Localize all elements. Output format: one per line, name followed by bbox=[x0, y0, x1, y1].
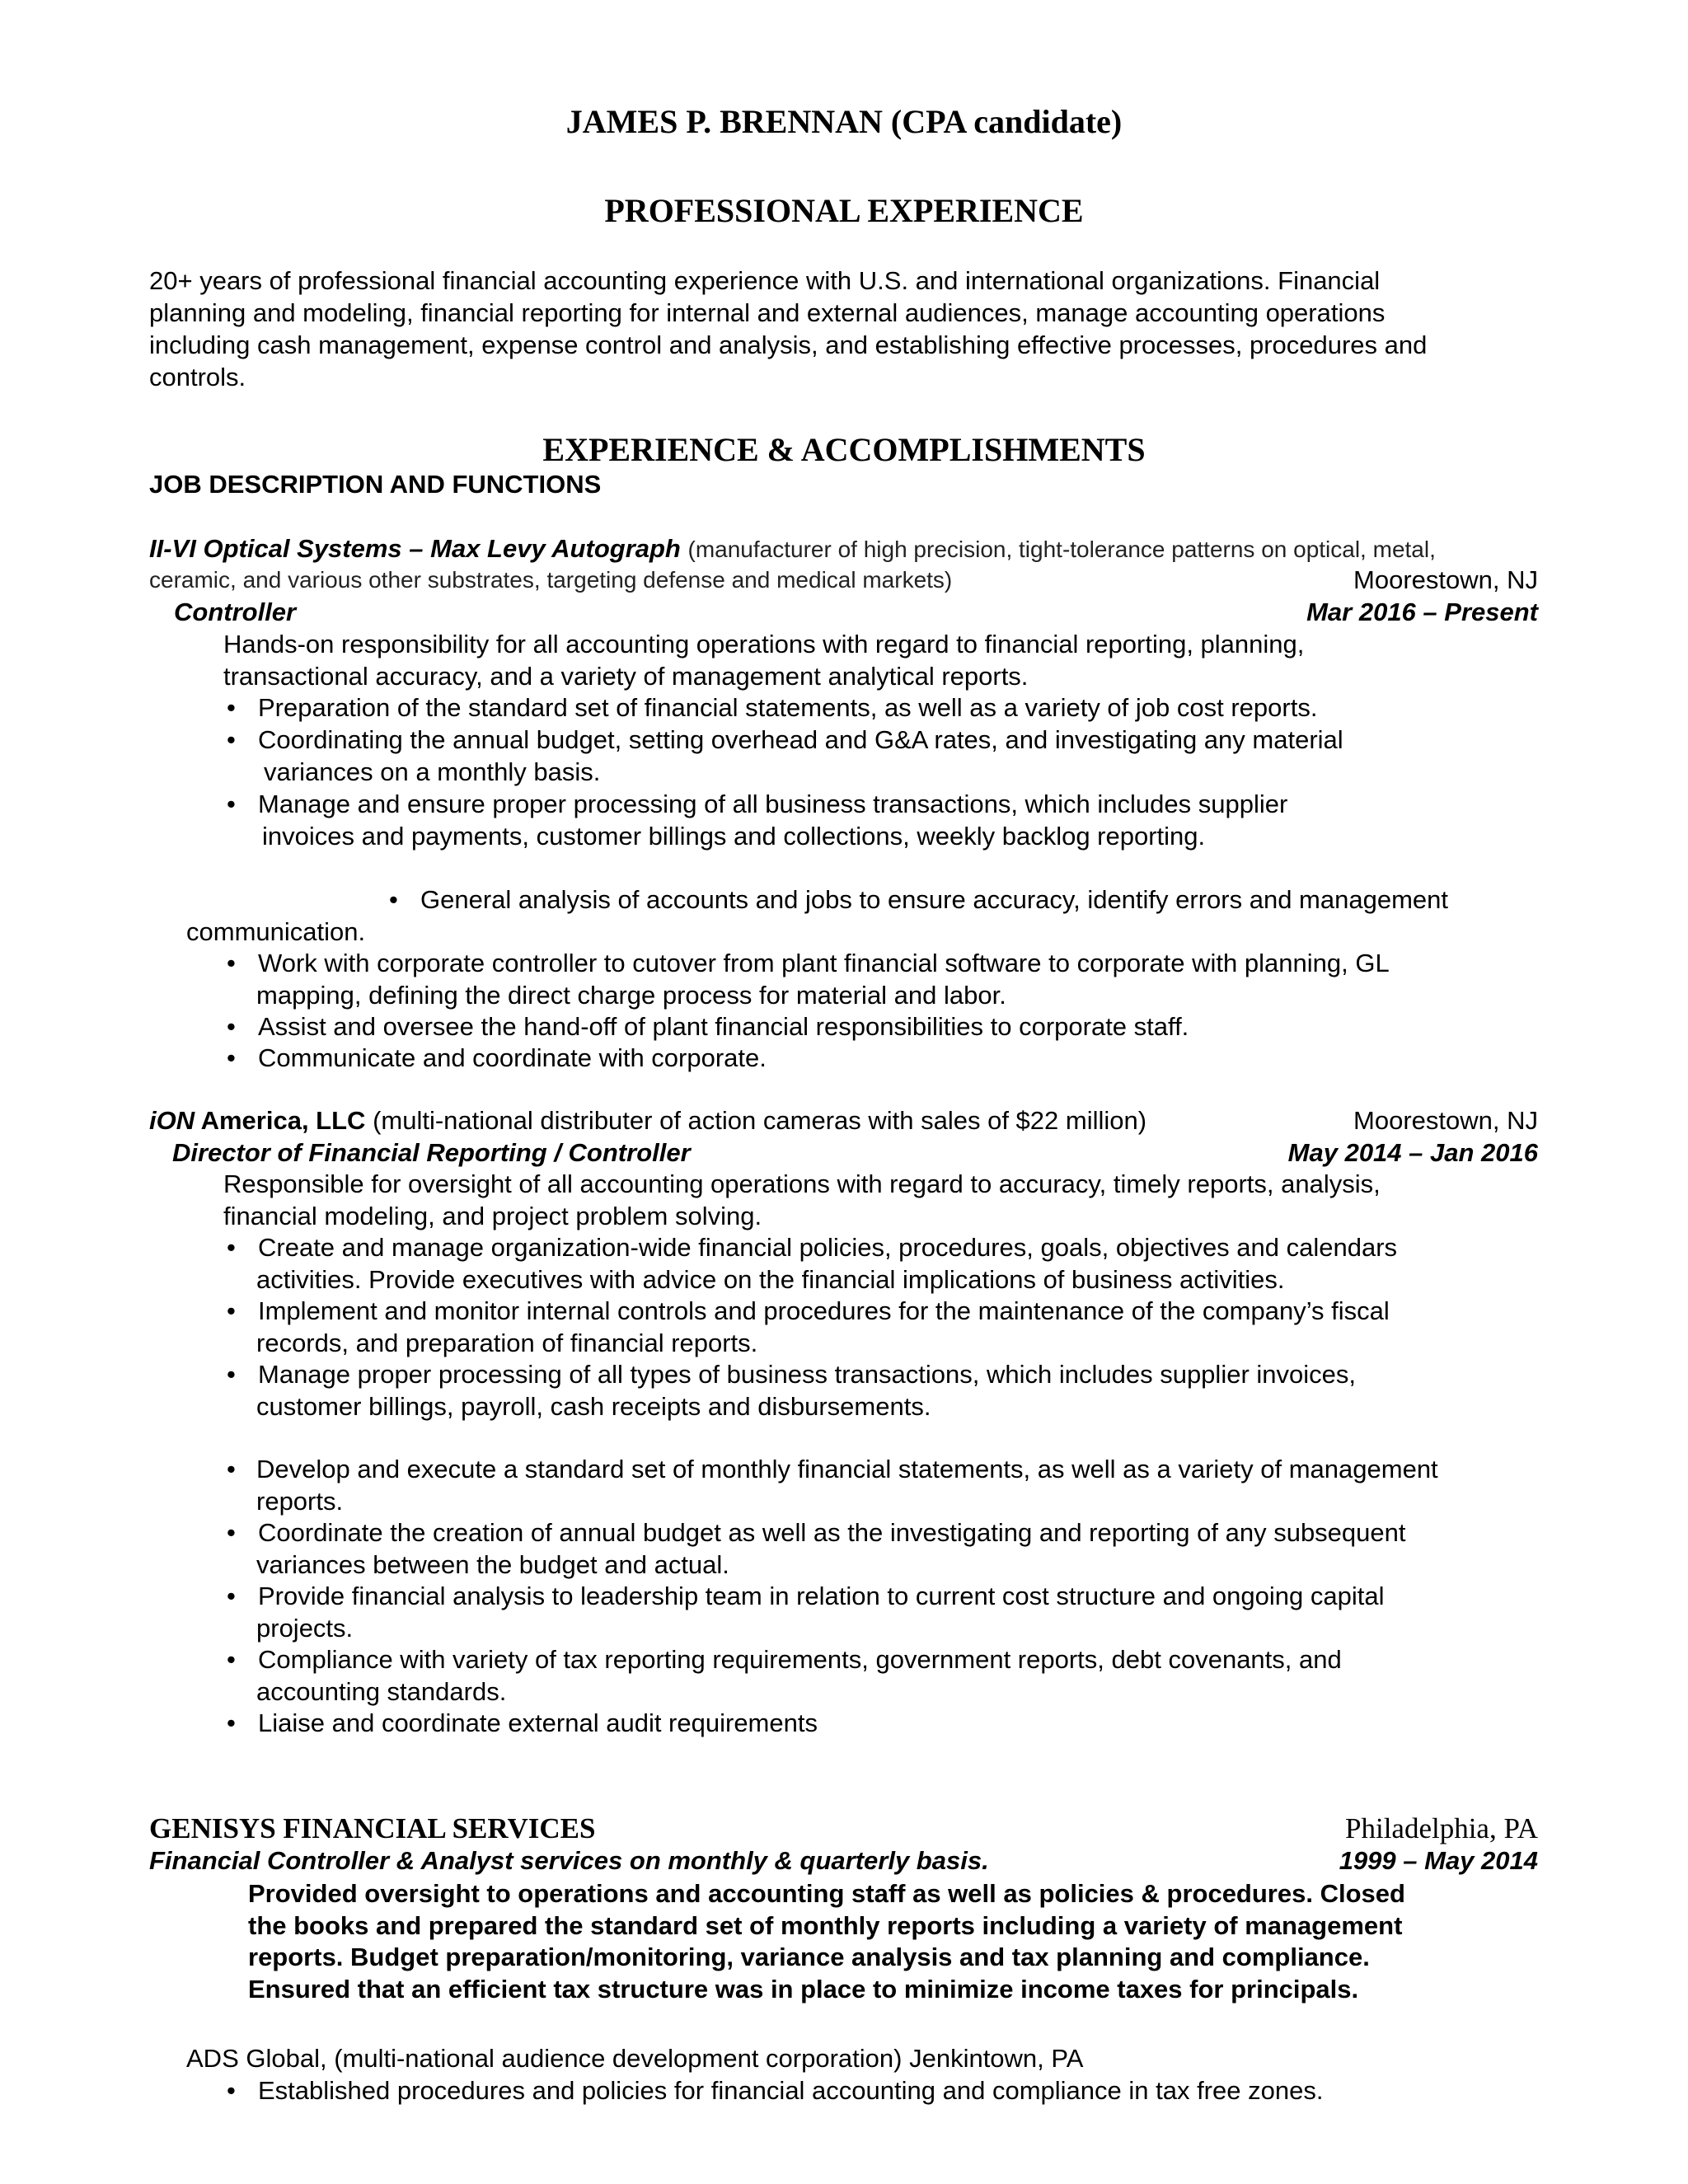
summary-line: planning and modeling, financial reporting for internal and external audiences, manage accounting operations bbox=[149, 298, 1386, 327]
bullet-marker: • bbox=[227, 1360, 236, 1389]
job-intro-line: transactional accuracy, and a variety of management analytical reports. bbox=[223, 662, 1029, 691]
bullet-text: Provide financial analysis to leadership team in relation to current cost structure and ongoing capital bbox=[258, 1582, 1385, 1610]
job-company-line bbox=[149, 536, 1436, 561]
job-intro-line: Responsible for oversight of all accounting operations with regard to accuracy, timely reports, analysis, bbox=[223, 1169, 1381, 1198]
resume-name: JAMES P. BRENNAN (CPA candidate) bbox=[565, 103, 1123, 140]
company-description-cont: ceramic, and various other substrates, targeting defense and medical markets) bbox=[149, 567, 953, 593]
summary-line: controls. bbox=[149, 363, 246, 391]
company-name: II-VI Optical Systems – Max Levy Autograph bbox=[149, 534, 681, 563]
bullet-marker: • bbox=[227, 1645, 236, 1674]
job-dates: May 2014 – Jan 2016 bbox=[1287, 1138, 1538, 1167]
bullet-marker: • bbox=[227, 1012, 236, 1041]
job-company-line bbox=[149, 1108, 1146, 1133]
section-experience-accomplishments: EXPERIENCE & ACCOMPLISHMENTS bbox=[542, 431, 1146, 468]
bullet-text: Create and manage organization-wide financial policies, procedures, goals, objectives and calendars bbox=[258, 1233, 1398, 1262]
job-title: Controller bbox=[174, 598, 297, 626]
bullet-marker: • bbox=[227, 1455, 236, 1483]
bullet-marker: • bbox=[227, 949, 236, 977]
job-dates: Mar 2016 – Present bbox=[1306, 598, 1538, 626]
bullet-text-cont: customer billings, payroll, cash receipts and disbursements. bbox=[256, 1392, 931, 1421]
bullet-marker: • bbox=[227, 725, 236, 754]
job-intro-line: financial modeling, and project problem solving. bbox=[223, 1202, 762, 1230]
bullet-text: Communicate and coordinate with corporate. bbox=[258, 1043, 767, 1072]
job-summary-line: the books and prepared the standard set of monthly reports including a variety of management bbox=[248, 1911, 1403, 1940]
bullet-marker: • bbox=[227, 1582, 236, 1610]
bullet-text-cont: records, and preparation of financial reports. bbox=[256, 1329, 758, 1357]
bullet-text-cont: variances on a monthly basis. bbox=[264, 757, 601, 786]
job-title: Director of Financial Reporting / Controller bbox=[172, 1138, 691, 1167]
bullet-text: Liaise and coordinate external audit requirements bbox=[258, 1708, 818, 1737]
bullet-text-cont: accounting standards. bbox=[256, 1677, 507, 1706]
job-dates: 1999 – May 2014 bbox=[1339, 1846, 1538, 1875]
bullet-text: General analysis of accounts and jobs to ensure accuracy, identify errors and management bbox=[420, 885, 1448, 914]
bullet-text-cont: activities. Provide executives with advice on the financial implications of business activities. bbox=[256, 1265, 1285, 1294]
job-summary-line: reports. Budget preparation/monitoring, variance analysis and tax planning and compliance. bbox=[248, 1943, 1370, 1971]
company-name: GENISYS FINANCIAL SERVICES bbox=[149, 1812, 596, 1844]
job-intro-line: Hands-on responsibility for all accounting operations with regard to financial reporting, planning, bbox=[223, 630, 1305, 658]
bullet-marker: • bbox=[227, 1296, 236, 1325]
bullet-text: Work with corporate controller to cutover from plant financial software to corporate with planning, GL bbox=[258, 949, 1390, 977]
company-description: (manufacturer of high precision, tight-tolerance patterns on optical, metal, bbox=[687, 537, 1436, 562]
summary-line: including cash management, expense control and analysis, and establishing effective processes, procedures and bbox=[149, 330, 1428, 359]
bullet-marker: • bbox=[227, 1518, 236, 1547]
job-company-line: ADS Global, (multi-national audience development corporation) Jenkintown, PA bbox=[186, 2044, 1084, 2073]
summary-line: 20+ years of professional financial accounting experience with U.S. and international organizations. Financial bbox=[149, 266, 1381, 295]
bullet-text: Manage and ensure proper processing of all business transactions, which includes supplier bbox=[258, 790, 1288, 818]
job-location: Moorestown, NJ bbox=[1353, 1106, 1538, 1135]
job-location: Philadelphia, PA bbox=[1345, 1812, 1538, 1844]
bullet-text: Implement and monitor internal controls and procedures for the maintenance of the company’s fiscal bbox=[258, 1296, 1390, 1325]
bullet-marker: • bbox=[389, 885, 398, 914]
bullet-marker: • bbox=[227, 1043, 236, 1072]
bullet-text-cont: projects. bbox=[256, 1614, 354, 1643]
job-location: Moorestown, NJ bbox=[1353, 565, 1538, 594]
bullet-marker: • bbox=[227, 790, 236, 818]
company-name: America, LLC bbox=[195, 1106, 366, 1135]
bullet-marker: • bbox=[227, 2076, 236, 2105]
section-professional-experience: PROFESSIONAL EXPERIENCE bbox=[604, 192, 1084, 229]
bullet-text-cont: communication. bbox=[186, 917, 366, 946]
job-title: Financial Controller & Analyst services on monthly & quarterly basis. bbox=[149, 1846, 989, 1875]
bullet-text: Established procedures and policies for financial accounting and compliance in tax free zones. bbox=[258, 2076, 1324, 2105]
bullet-text: Compliance with variety of tax reporting requirements, government reports, debt covenants, and bbox=[258, 1645, 1342, 1674]
bullet-marker: • bbox=[227, 693, 236, 722]
bullet-text: Coordinate the creation of annual budget as well as the investigating and reporting of any subsequent bbox=[258, 1518, 1406, 1547]
job-summary-line: Ensured that an efficient tax structure was in place to minimize income taxes for principals. bbox=[248, 1975, 1359, 2004]
bullet-text: Manage proper processing of all types of business transactions, which includes supplier invoices, bbox=[258, 1360, 1356, 1389]
bullet-marker: • bbox=[227, 1233, 236, 1262]
bullet-text: Preparation of the standard set of financial statements, as well as a variety of job cost reports. bbox=[258, 693, 1318, 722]
bullet-text-cont: invoices and payments, customer billings and collections, weekly backlog reporting. bbox=[262, 822, 1206, 851]
bullet-text: Develop and execute a standard set of monthly financial statements, as well as a variety of management bbox=[256, 1455, 1438, 1483]
bullet-marker: • bbox=[227, 1708, 236, 1737]
bullet-text: Coordinating the annual budget, setting overhead and G&A rates, and investigating any material bbox=[258, 725, 1343, 754]
company-description: (multi-national distributer of action cameras with sales of $22 million) bbox=[373, 1106, 1147, 1135]
job-description-heading: JOB DESCRIPTION AND FUNCTIONS bbox=[149, 470, 602, 499]
bullet-text: Assist and oversee the hand-off of plant financial responsibilities to corporate staff. bbox=[258, 1012, 1189, 1041]
job-summary-line: Provided oversight to operations and accounting staff as well as policies & procedures. Closed bbox=[248, 1879, 1405, 1908]
bullet-text-cont: reports. bbox=[256, 1487, 344, 1516]
bullet-text-cont: variances between the budget and actual. bbox=[256, 1550, 729, 1579]
bullet-text-cont: mapping, defining the direct charge process for material and labor. bbox=[256, 981, 1006, 1010]
company-name-italic: iON bbox=[149, 1106, 195, 1135]
